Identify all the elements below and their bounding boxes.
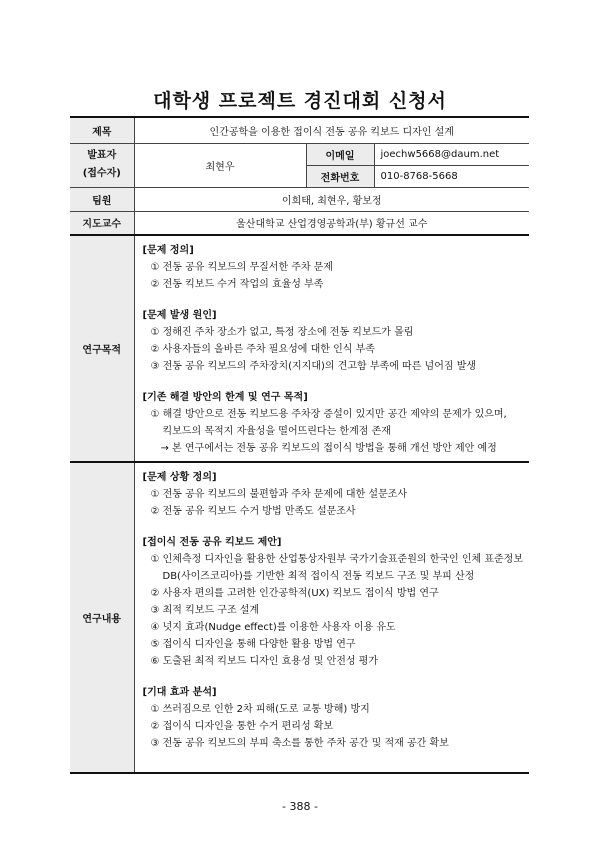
list-item: ⑥ 도출된 최적 킥보드 디자인 효용성 및 안전성 평가 <box>150 656 379 667</box>
content-row <box>70 462 529 773</box>
purpose-label: 연구목적 <box>70 235 134 462</box>
advisor-value: 울산대학교 산업경영공학과(부) 황규선 교수 <box>134 211 529 235</box>
list-item: ② 전동 킥보드 수거 작업의 효율성 부족 <box>150 279 324 290</box>
team-row <box>70 187 529 211</box>
list-item-continuation: 킥보드의 목적지 자율성을 떨어뜨린다는 한계점 존재 <box>162 426 391 437</box>
section-heading: [문제 상황 정의] <box>142 472 217 483</box>
presenter-label-line2: (접수자) <box>82 168 121 179</box>
advisor-row <box>70 211 529 235</box>
list-item: ① 해결 방안으로 전동 킥보드용 주차장 증설이 있지만 공간 제약의 문제가 있으며, <box>150 409 507 420</box>
phone-value: 010-8768-5668 <box>374 165 529 187</box>
page-title: 대학생 프로젝트 경진대회 신청서 <box>153 90 447 112</box>
phone-label: 전화번호 <box>306 165 374 187</box>
team-value: 이희태, 최현우, 황보정 <box>134 187 529 211</box>
purpose-content <box>134 235 529 462</box>
list-item: ⑤ 접이식 디자인을 통해 다양한 활용 방법 연구 <box>150 639 356 650</box>
team-label: 팀원 <box>70 187 134 211</box>
list-item: ③ 전동 공유 킥보드의 부피 축소를 통한 주차 공간 및 적재 공간 확보 <box>150 738 449 749</box>
section-heading: [문제 정의] <box>142 245 194 256</box>
list-item: ① 전동 공유 킥보드의 불편함과 주차 문제에 대한 설문조사 <box>150 489 408 500</box>
list-item: ④ 넛지 효과(Nudge effect)를 이용한 사용자 이용 유도 <box>150 622 396 633</box>
section-heading: [기대 효과 분석] <box>142 687 217 698</box>
advisor-label: 지도교수 <box>70 211 134 235</box>
application-form <box>70 116 529 774</box>
email-label: 이메일 <box>306 143 374 165</box>
section-heading: [문제 발생 원인] <box>142 310 217 321</box>
conclusion-line: → 본 연구에서는 전동 공유 킥보드의 접이식 방법을 통해 개선 방안 제안 예정 <box>160 443 497 454</box>
subject-label: 제목 <box>70 117 134 143</box>
list-item: ② 접이식 디자인을 통한 수거 편리성 확보 <box>150 721 334 732</box>
list-item-continuation: DB(사이즈코리아)를 기반한 최적 접이식 전동 킥보드 구조 및 부피 산정 <box>162 571 475 582</box>
section-heading: [접이식 전동 공유 킥보드 제안] <box>142 537 282 548</box>
list-item: ③ 최적 킥보드 구조 설계 <box>150 605 260 616</box>
list-item: ② 사용자 편의를 고려한 인간공학적(UX) 킥보드 접이식 방법 연구 <box>150 588 439 599</box>
email-value: joechw5668@daum.net <box>374 143 529 165</box>
content-content <box>134 462 529 773</box>
subject-value: 인간공학을 이용한 접이식 전동 공유 킥보드 디자인 설계 <box>134 117 529 143</box>
list-item: ① 인체측정 디자인을 활용한 산업통상자원부 국가기술표준원의 한국인 인체 표준정보 <box>150 554 523 565</box>
content-label: 연구내용 <box>70 462 134 773</box>
list-item: ① 정해진 주차 장소가 없고, 특정 장소에 전동 킥보드가 몰림 <box>150 327 414 338</box>
presenter-row-email <box>70 143 529 165</box>
list-item: ② 사용자들의 올바른 주차 필요성에 대한 인식 부족 <box>150 344 375 355</box>
list-item: ② 전동 공유 킥보드 수거 방법 만족도 설문조사 <box>150 506 356 517</box>
list-item: ① 쓰러짐으로 인한 2차 피해(도로 교통 방해) 방지 <box>150 704 370 715</box>
presenter-label <box>70 143 134 187</box>
presenter-label-line1: 발표자 <box>87 150 117 161</box>
subject-row <box>70 117 529 143</box>
list-item: ③ 전동 공유 킥보드의 주차장치(지지대)의 견고함 부족에 따른 넘어짐 발생 <box>150 361 477 372</box>
list-item: ① 전동 공유 킥보드의 무질서한 주차 문제 <box>150 262 334 273</box>
page-number: - 388 - <box>282 800 318 813</box>
presenter-value: 최현우 <box>134 143 306 187</box>
section-heading: [기존 해결 방안의 한계 및 연구 목적] <box>142 392 308 403</box>
purpose-row <box>70 235 529 462</box>
